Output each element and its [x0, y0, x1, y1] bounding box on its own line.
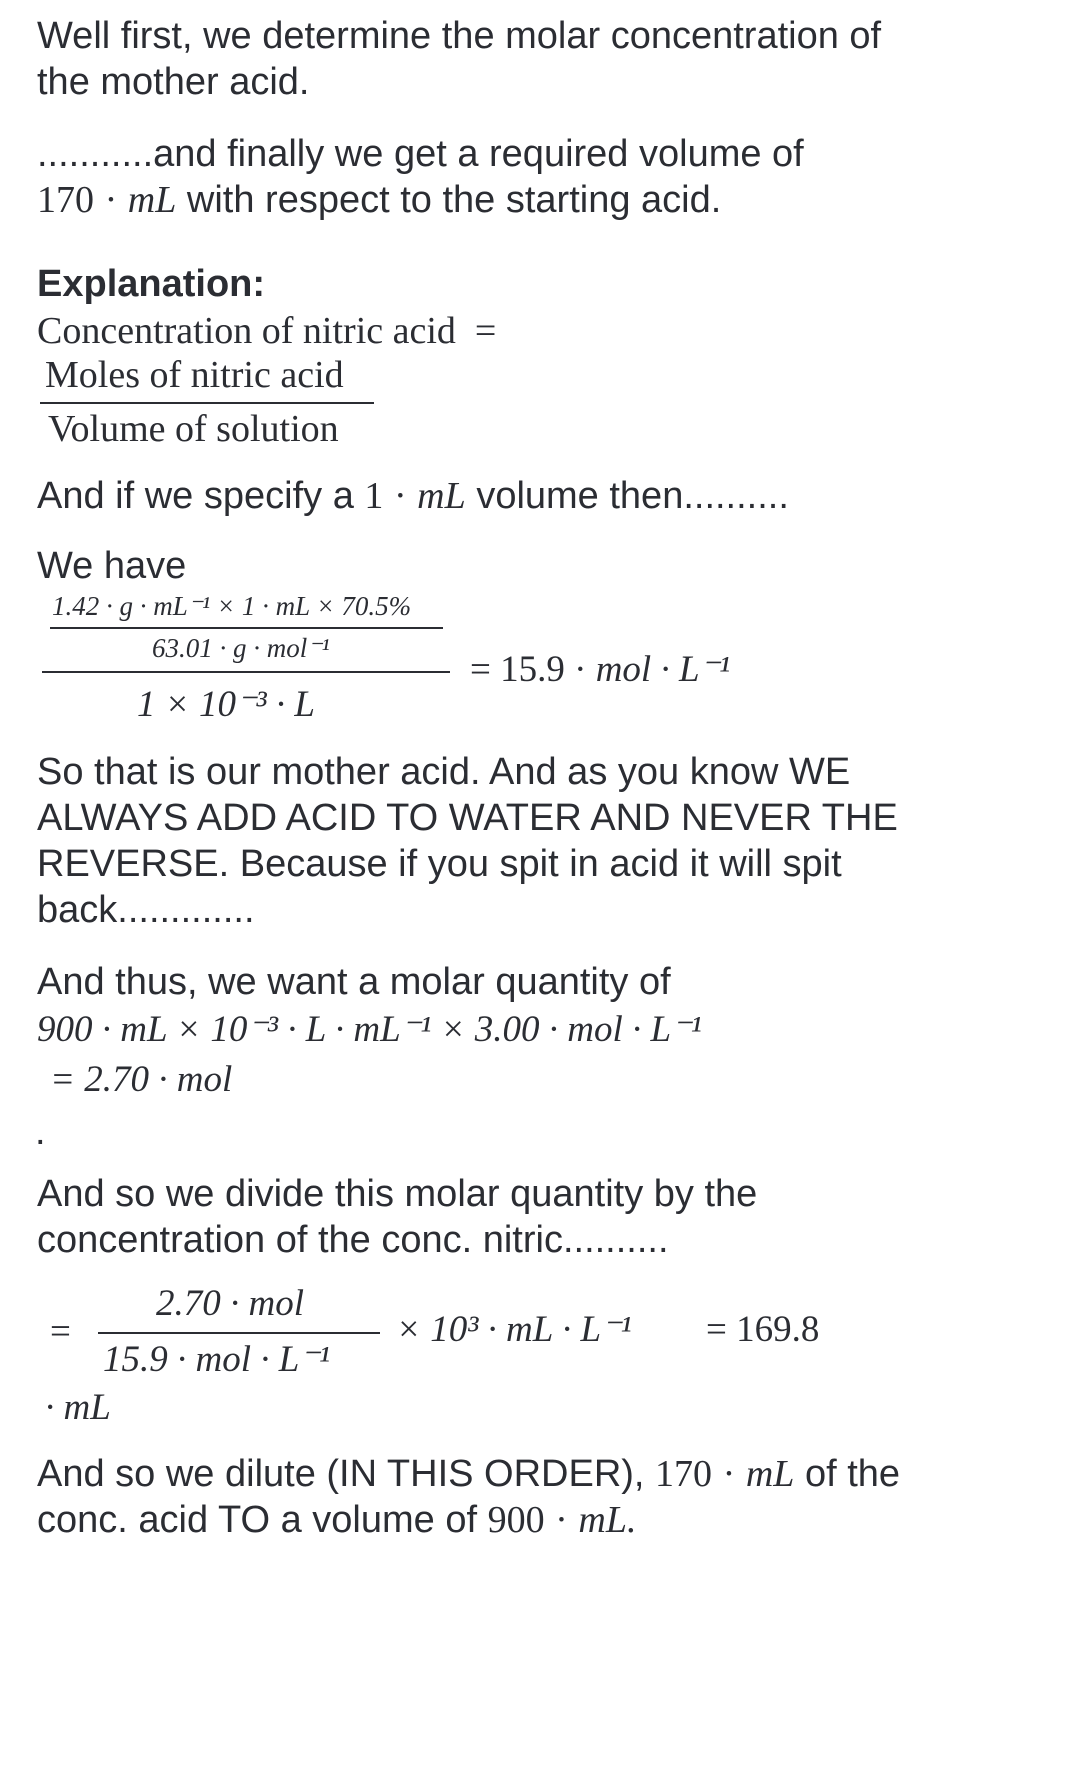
calc1-inner-denominator: 63.01 · g · mol⁻¹ — [152, 633, 330, 663]
divide-line-1: And so we divide this molar quantity by the — [37, 1173, 758, 1215]
calc1-result-value: 15.9 — [500, 649, 565, 690]
explanation-heading: Explanation: — [37, 263, 266, 305]
result-lead: and finally we get a required volume of — [153, 133, 804, 175]
final-lead: And so we dilute (IN THIS ORDER), — [37, 1453, 645, 1495]
divide-line-2: concentration of the conc. nitric.......... — [37, 1219, 669, 1261]
specify-value: 1 — [364, 475, 384, 517]
calc2-result: = 169.8 — [706, 1309, 820, 1350]
calc1-outer-bar — [42, 671, 450, 673]
calc2-factor: × 10³ · mL · L⁻¹ — [396, 1309, 632, 1350]
calc1-outer-denominator: 1 × 10⁻³ · L — [137, 684, 315, 725]
calc2-denominator: 15.9 · mol · L⁻¹ — [103, 1339, 330, 1380]
intro-line-2: the mother acid. — [37, 61, 310, 103]
final-unit-1: mL — [745, 1453, 795, 1495]
moles-result: = 2.70 · mol — [50, 1059, 233, 1100]
result-line-1 — [37, 128, 804, 180]
result-line-2: 170 · mL with respect to the starting acid. — [37, 179, 722, 221]
result-unit: mL — [127, 179, 177, 221]
calc2-equals: = — [50, 1311, 71, 1352]
specify-lead: And if we specify a — [37, 475, 354, 517]
result-value: 170 — [37, 179, 94, 221]
moles-dot: . — [35, 1111, 46, 1153]
final-unit-2: mL. — [578, 1499, 637, 1541]
warning-line-3: REVERSE. Because if you spit in acid it will spit — [37, 843, 842, 885]
moles-expression: 900 · mL × 10⁻³ · L · mL⁻¹ × 3.00 · mol · L⁻¹ — [37, 1009, 702, 1050]
result-tail: with respect to the starting acid. — [186, 179, 722, 221]
warning-line-1: So that is our mother acid. And as you know WE — [37, 751, 851, 793]
moles-line-1: And thus, we want a molar quantity of — [37, 961, 671, 1003]
result-dots: ........... — [37, 133, 154, 175]
concentration-label: Concentration of nitric acid — [37, 310, 456, 352]
calc2-bar — [98, 1332, 380, 1334]
warning-line-2: ALWAYS ADD ACID TO WATER AND NEVER THE — [37, 797, 898, 839]
final-lead-2: conc. acid TO a volume of — [37, 1499, 478, 1541]
specify-unit: mL — [417, 475, 466, 517]
final-line-1: And so we dilute (IN THIS ORDER), 170 · mL of the — [37, 1453, 901, 1495]
calc1-label: We have — [37, 545, 187, 587]
calc2-unit-tail: · mL — [45, 1387, 111, 1428]
calc1-result: = 15.9 · mol · L⁻¹ — [470, 649, 731, 690]
calc1-inner-bar — [50, 627, 443, 629]
final-line-2: conc. acid TO a volume of 900 · mL. — [37, 1499, 637, 1541]
specify-line: And if we specify a 1 · mL volume then.......... — [37, 475, 789, 517]
calc1-inner-numerator: 1.42 · g · mL⁻¹ × 1 · mL × 70.5% — [52, 591, 412, 621]
explanation-denominator: Volume of solution — [48, 408, 339, 450]
calc2-numerator: 2.70 · mol — [156, 1283, 304, 1324]
intro-line-1: Well first, we determine the molar concentration of — [37, 15, 882, 57]
final-value-170: 170 — [655, 1453, 713, 1495]
explanation-numerator: Moles of nitric acid — [45, 354, 344, 396]
specify-tail: volume then.......... — [476, 475, 789, 517]
explanation-lhs: Concentration of nitric acid = — [37, 310, 497, 352]
final-tail: of the — [804, 1453, 901, 1495]
final-value-900: 900 — [487, 1499, 545, 1541]
explanation-fraction-bar — [40, 402, 374, 404]
calc1-result-unit: mol · L⁻¹ — [595, 649, 731, 690]
warning-line-4: back............. — [37, 889, 255, 931]
